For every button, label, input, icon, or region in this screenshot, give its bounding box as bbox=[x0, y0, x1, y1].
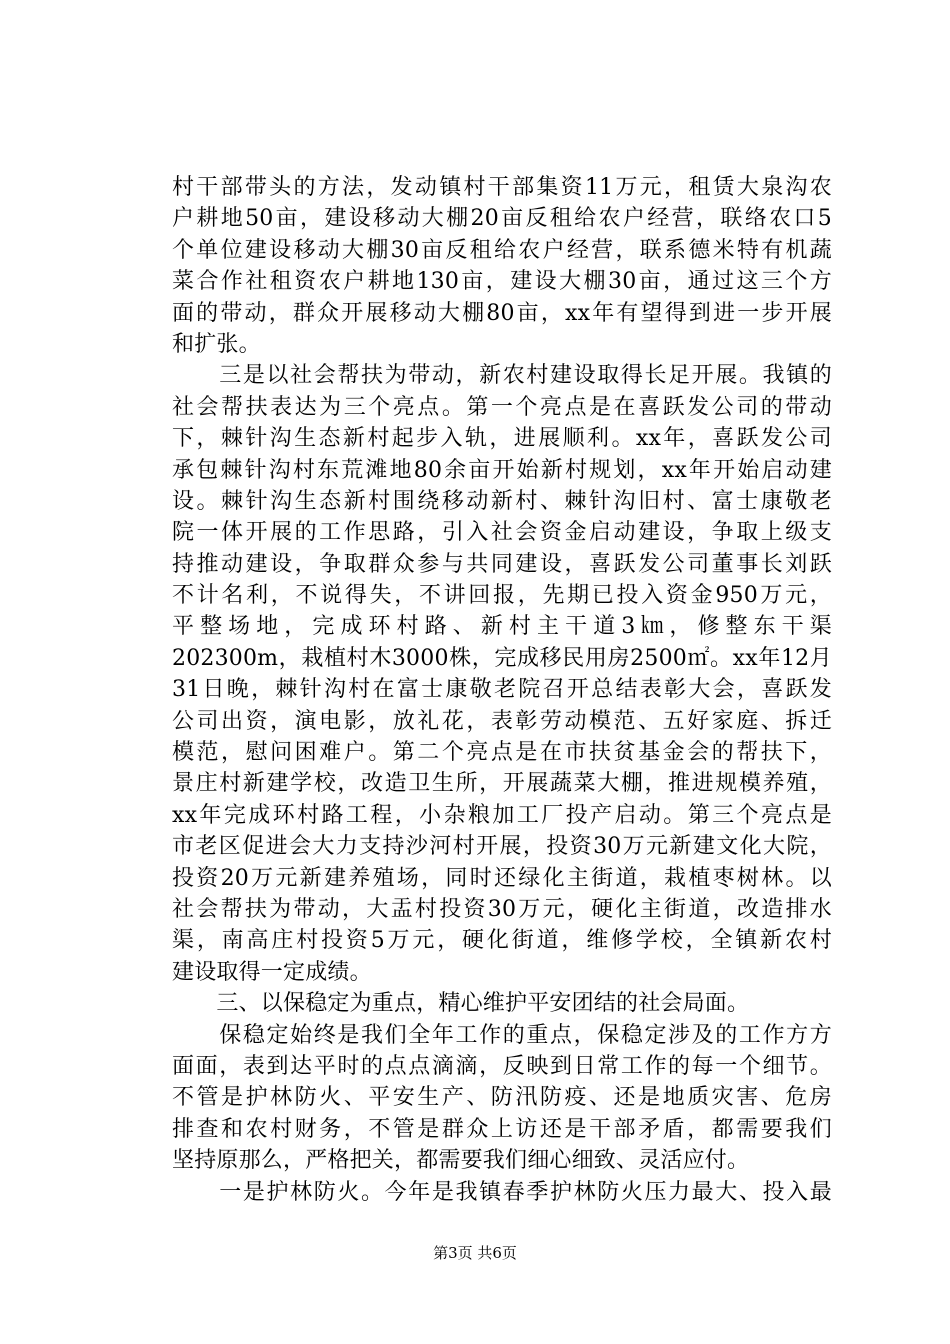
text-line: 市老区促进会大力支持沙河村开展，投资30万元新建文化大院， bbox=[172, 834, 832, 860]
text-line: 设。棘针沟生态新村围绕移动新村、棘针沟旧村、富士康敬老 bbox=[172, 488, 832, 514]
text-line: 社会帮扶表达为三个亮点。第一个亮点是在喜跃发公司的带动 bbox=[172, 394, 832, 420]
body-text bbox=[172, 172, 832, 1208]
text-line: 不计名利，不说得失，不讲回报，先期已投入资金950万元， bbox=[172, 583, 832, 609]
text-line: 31日晚，棘针沟村在富士康敬老院召开总结表彰大会，喜跃发 bbox=[172, 677, 832, 703]
text-line: 景庄村新建学校，改造卫生所，开展蔬菜大棚，推进规模养殖， bbox=[172, 771, 832, 797]
text-line: 三是以社会帮扶为带动，新农村建设取得长足开展。我镇的 bbox=[172, 363, 832, 389]
text-line: 平整场地，完成环村路、新村主干道3㎞，修整东干渠 bbox=[172, 614, 832, 640]
text-line: 村干部带头的方法，发动镇村干部集资11万元，租赁大泉沟农 bbox=[172, 175, 832, 200]
text-line: 排查和农村财务，不管是群众上访还是干部矛盾，都需要我们 bbox=[172, 1116, 832, 1142]
text-line: 面面，表到达平时的点点滴滴，反映到日常工作的每一个细节。 bbox=[172, 1053, 832, 1079]
text-line: 下，棘针沟生态新村起步入轨，进展顺利。xx年，喜跃发公司 bbox=[172, 426, 832, 452]
text-line: 坚持原那么，严格把关，都需要我们细心细致、灵活应付。 bbox=[172, 1148, 750, 1174]
text-line: 面的带动，群众开展移动大棚80亩，xx年有望得到进一步开展 bbox=[172, 300, 832, 326]
text-line: 公司出资，演电影，放礼花，表彰劳动模范、五好家庭、拆迁 bbox=[172, 708, 832, 734]
text-line: 三、以保稳定为重点，精心维护平安团结的社会局面。 bbox=[172, 991, 750, 1017]
text-line: 承包棘针沟村东荒滩地80余亩开始新村规划，xx年开始启动建 bbox=[172, 457, 832, 483]
text-line: 投资20万元新建养殖场，同时还绿化主街道，栽植枣树林。以 bbox=[172, 865, 832, 891]
text-line: 202300m，栽植村木3000株，完成移民用房2500㎡。xx年12月 bbox=[172, 645, 832, 671]
page-footer: 第3页 共6页 bbox=[433, 1244, 517, 1262]
text-line: 菜合作社租资农户耕地130亩，建设大棚30亩，通过这三个方 bbox=[172, 269, 832, 295]
text-line: 保稳定始终是我们全年工作的重点，保稳定涉及的工作方方 bbox=[172, 1022, 832, 1048]
text-line: 院一体开展的工作思路，引入社会资金启动建设，争取上级支 bbox=[172, 520, 832, 546]
text-line: 建设取得一定成绩。 bbox=[172, 959, 372, 985]
text-line: xx年完成环村路工程，小杂粮加工厂投产启动。第三个亮点是 bbox=[172, 802, 832, 828]
text-line: 不管是护林防火、平安生产、防汛防疫、还是地质灾害、危房 bbox=[172, 1085, 832, 1111]
text-line: 个单位建设移动大棚30亩反租给农户经营，联系德米特有机蔬 bbox=[172, 237, 832, 263]
text-line: 一是护林防火。今年是我镇春季护林防火压力最大、投入最 bbox=[172, 1179, 832, 1205]
text-line: 社会帮扶为带动，大盂村投资30万元，硬化主街道，改造排水 bbox=[172, 896, 832, 922]
text-line: 和扩张。 bbox=[172, 331, 261, 357]
text-line: 模范，慰问困难户。第二个亮点是在市扶贫基金会的帮扶下， bbox=[172, 740, 832, 766]
text-line: 户耕地50亩，建设移动大棚20亩反租给农户经营，联络农口5 bbox=[172, 206, 832, 232]
text-line: 持推动建设，争取群众参与共同建设，喜跃发公司董事长刘跃 bbox=[172, 551, 832, 577]
text-line: 渠，南高庄村投资5万元，硬化街道，维修学校，全镇新农村 bbox=[172, 928, 832, 954]
